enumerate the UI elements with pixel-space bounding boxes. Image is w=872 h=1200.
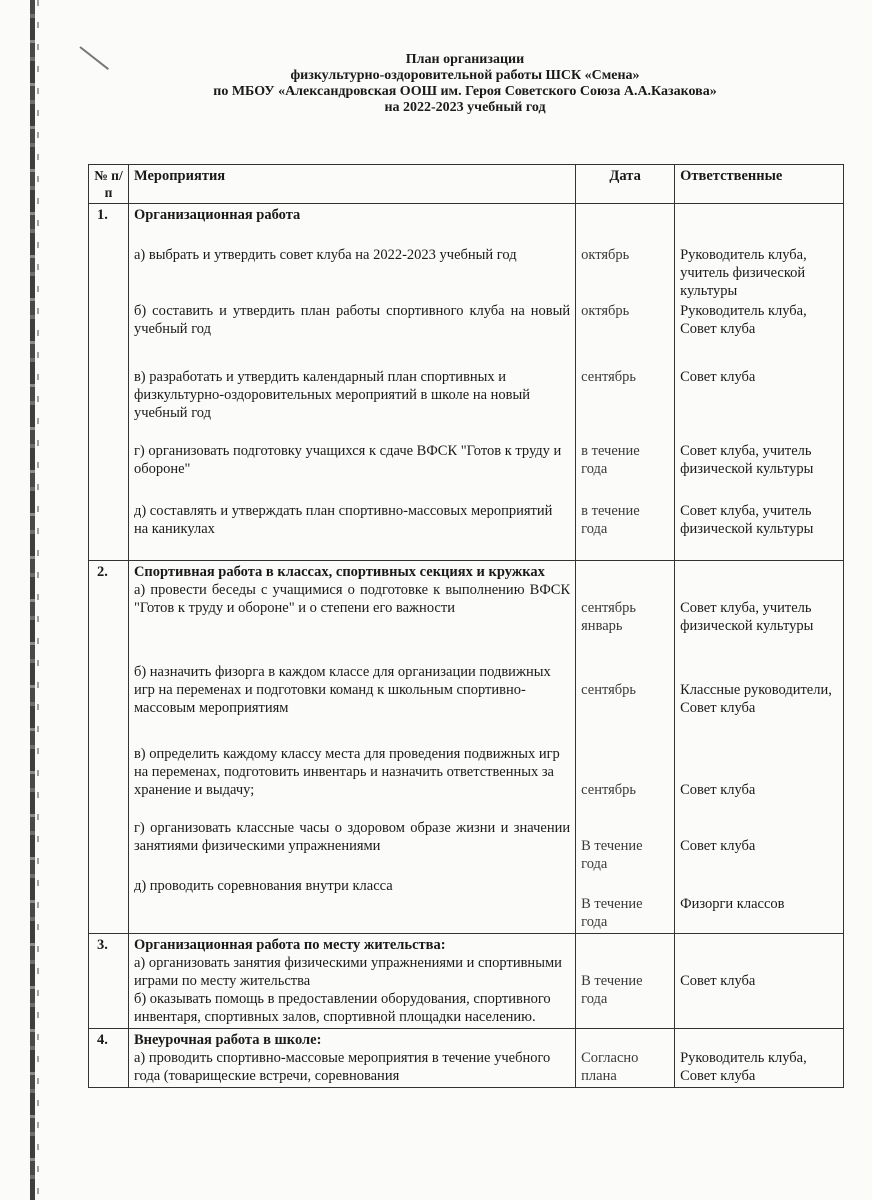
event-date: В течение года xyxy=(581,896,643,930)
event-item: в) разработать и утвердить календарный план спортивных и физкультурно-оздоровительных мероприятий в школе на новый учебный год xyxy=(133,369,531,421)
section-title: Организационная работа xyxy=(133,207,301,223)
table-row-section-1 xyxy=(89,204,844,561)
header-line-1: План организации xyxy=(405,52,525,67)
event-date: сентябрь xyxy=(581,782,637,798)
col-header-number: № п/п xyxy=(89,165,129,204)
event-responsible: Руководитель клуба, учитель физической культуры xyxy=(680,247,807,299)
event-responsible: Совет клуба xyxy=(680,838,756,854)
event-date: октябрь xyxy=(581,247,630,263)
document-header xyxy=(120,52,810,116)
event-responsible: Руководитель клуба, Совет клуба xyxy=(680,303,807,337)
event-item: г) организовать подготовку учащихся к сдаче ВФСК "Готов к труду и обороне" xyxy=(133,443,562,477)
event-date: в течение года xyxy=(581,503,640,537)
table-row-section-4 xyxy=(89,1029,844,1088)
event-item: а) проводить спортивно-массовые мероприятия в течение учебного года (товарищеские встречи, соревнования xyxy=(133,1050,551,1084)
section-number: 4. xyxy=(89,1029,129,1088)
plan-table xyxy=(88,164,844,1088)
event-responsible: Совет клуба, учитель физической культуры xyxy=(680,600,814,634)
section-dates xyxy=(576,561,675,934)
event-item: а) провести беседы с учащимися о подготовке к выполнению ВФСК "Готов к труду и обороне" и о степени его важности xyxy=(133,582,571,616)
event-item: д) составлять и утверждать план спортивно-массовых мероприятий на каникулах xyxy=(133,503,553,537)
section-dates xyxy=(576,1029,675,1088)
event-item: а) выбрать и утвердить совет клуба на 2022-2023 учебный год xyxy=(133,247,517,263)
table-row-section-3 xyxy=(89,934,844,1029)
event-responsible: Классные руководители, Совет клуба xyxy=(680,682,832,716)
section-title: Спортивная работа в классах, спортивных секциях и кружках xyxy=(133,564,545,580)
section-title: Организационная работа по месту жительства: xyxy=(133,937,446,953)
event-responsible: Совет клуба, учитель физической культуры xyxy=(680,443,814,477)
section-dates xyxy=(576,934,675,1029)
event-date: октябрь xyxy=(581,303,630,319)
event-responsible: Совет клуба xyxy=(680,782,756,798)
section-events xyxy=(128,934,575,1029)
event-date: в течение года xyxy=(581,443,640,477)
event-date: сентябрь xyxy=(581,682,637,698)
event-item: г) организовать классные часы о здоровом образе жизни и значении занятиями физическими упражнениями xyxy=(133,820,571,854)
header-line-2: физкультурно-оздоровительной работы ШСК «Смена» xyxy=(290,68,640,83)
section-number: 3. xyxy=(89,934,129,1029)
section-responsible xyxy=(675,934,844,1029)
event-item: б) составить и утвердить план работы спортивного клуба на новый учебный год xyxy=(133,303,571,337)
event-item: б) оказывать помощь в предоставлении оборудования, спортивного инвентаря, спортивных залов, спортивной площадки населению. xyxy=(133,991,551,1025)
section-number: 1. xyxy=(89,204,129,561)
event-responsible: Совет клуба xyxy=(680,369,756,385)
event-date: сентябрь январь xyxy=(581,600,637,634)
event-responsible: Физорги классов xyxy=(680,896,785,912)
scan-pen-mark xyxy=(79,46,109,70)
section-responsible xyxy=(675,561,844,934)
section-number: 2. xyxy=(89,561,129,934)
event-responsible: Совет клуба, учитель физической культуры xyxy=(680,503,814,537)
event-item: д) проводить соревнования внутри класса xyxy=(133,878,393,894)
table-row-section-2 xyxy=(89,561,844,934)
section-title: Внеурочная работа в школе: xyxy=(133,1032,322,1048)
event-date: Согласно плана xyxy=(581,1050,639,1084)
section-events xyxy=(128,561,575,934)
event-responsible: Совет клуба xyxy=(680,973,756,989)
header-line-4: на 2022-2023 учебный год xyxy=(384,100,546,115)
table-header-row xyxy=(89,165,844,204)
event-date: В течение года xyxy=(581,973,643,1007)
col-header-responsible: Ответственные xyxy=(675,165,844,204)
section-dates xyxy=(576,204,675,561)
scan-edge-shadow xyxy=(30,0,35,1200)
section-responsible xyxy=(675,204,844,561)
event-date: В течение года xyxy=(581,838,643,872)
section-events xyxy=(128,204,575,561)
section-events xyxy=(128,1029,575,1088)
section-responsible xyxy=(675,1029,844,1088)
col-header-event: Мероприятия xyxy=(128,165,575,204)
event-item: б) назначить физорга в каждом классе для организации подвижных игр на переменах и подготовки команд к школьным спортивно-массовым мероприятиям xyxy=(133,664,551,716)
col-header-date: Дата xyxy=(576,165,675,204)
header-line-3: по МБОУ «Александровская ООШ им. Героя Советского Союза А.А.Казакова» xyxy=(213,84,717,99)
scan-edge-shadow-inner xyxy=(37,0,39,1200)
event-item: а) организовать занятия физическими упражнениями и спортивными играми по месту жительства xyxy=(133,955,562,989)
event-item: в) определить каждому классу места для проведения подвижных игр на переменах, подготовить инвентарь и назначить ответственных за хранение и выдачу; xyxy=(133,746,560,798)
event-date: сентябрь xyxy=(581,369,637,385)
event-responsible: Руководитель клуба, Совет клуба xyxy=(680,1050,807,1084)
